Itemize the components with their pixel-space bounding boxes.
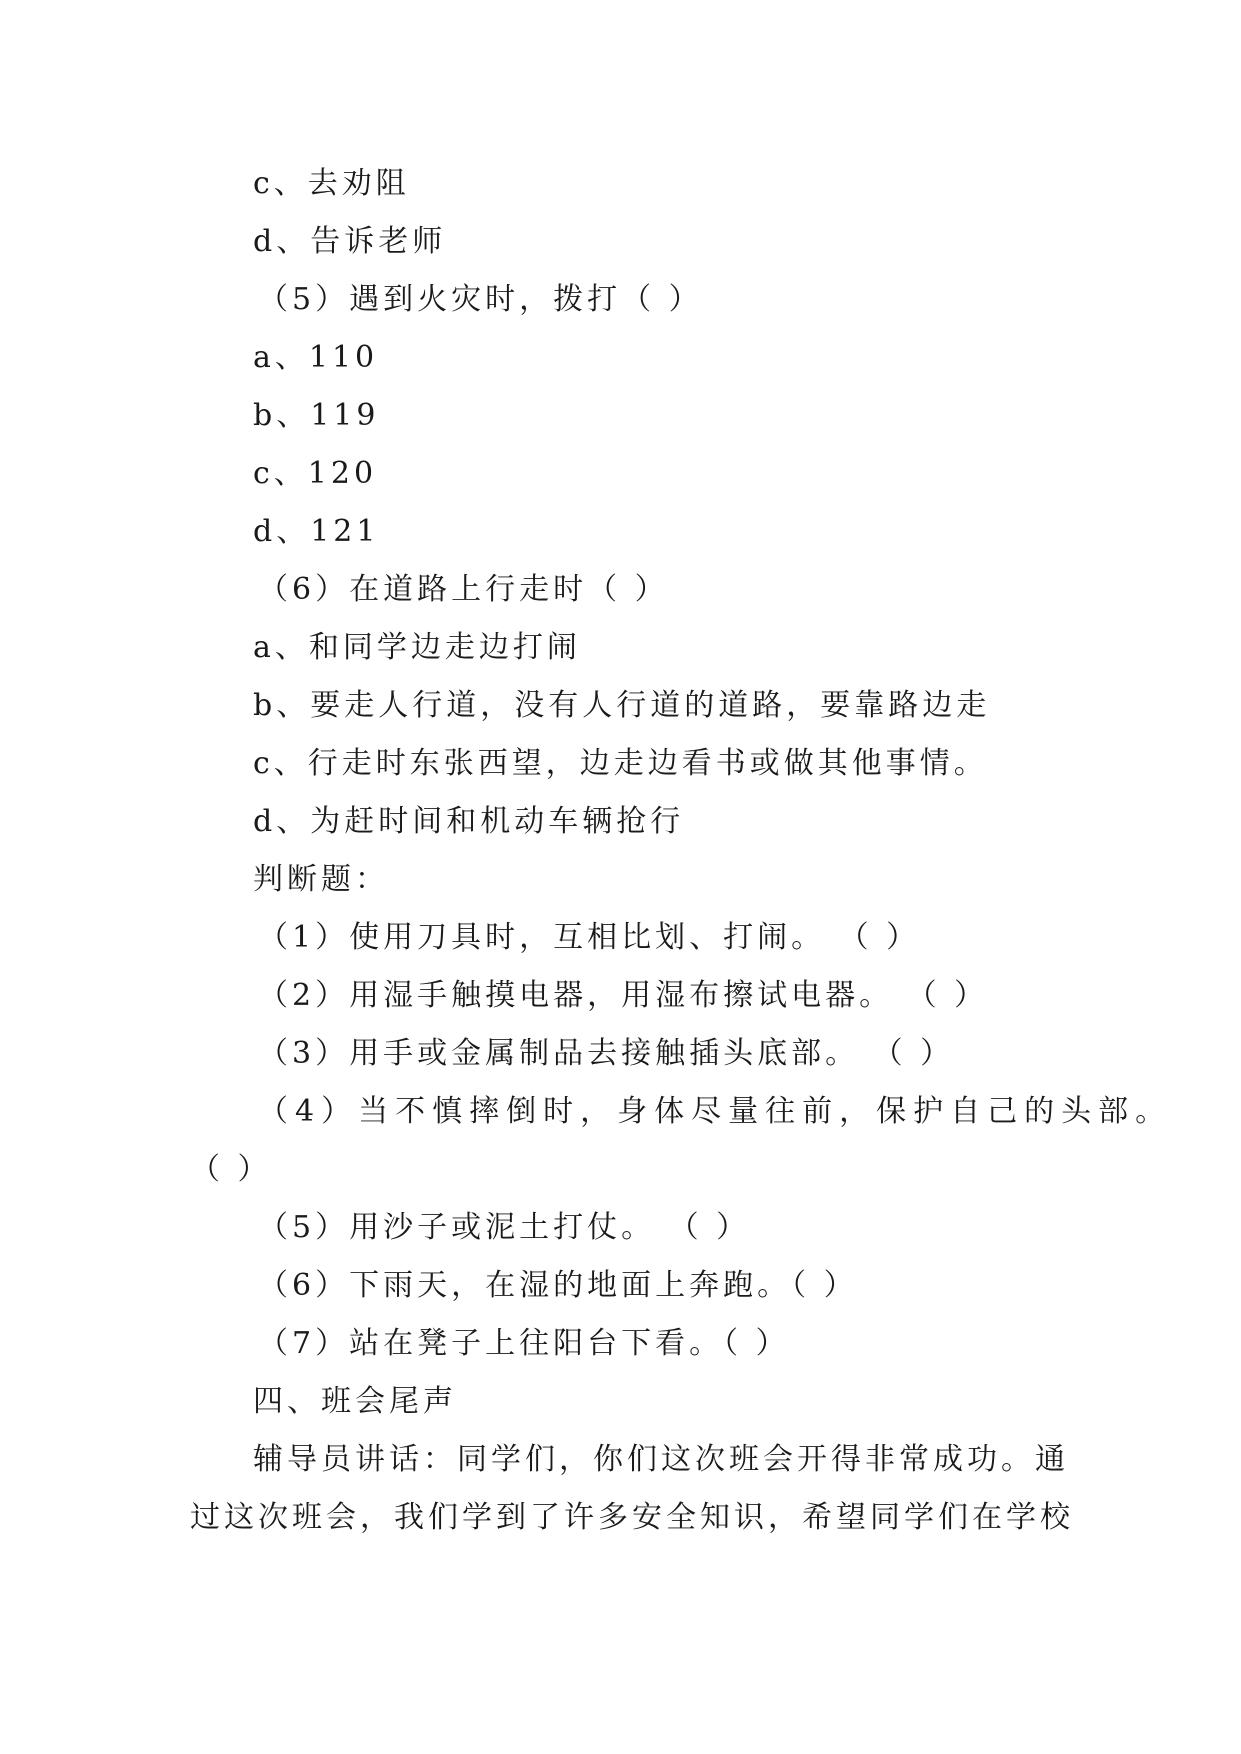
section-heading: 判断题： (253, 862, 389, 897)
paragraph-line: 辅导员讲话：同学们，你们这次班会开得非常成功。通 (253, 1442, 1069, 1477)
option-line: a、110 (253, 340, 379, 375)
judgment-item: （4）当不慎摔倒时，身体尽量往前，保护自己的头部。 (258, 1094, 1173, 1129)
option-line: d、告诉老师 (253, 224, 447, 259)
option-line: d、121 (253, 514, 380, 549)
judgment-item: （2）用湿手触摸电器，用湿布擦试电器。 （ ） (258, 978, 989, 1013)
option-line: c、行走时东张西望，边走边看书或做其他事情。 (253, 746, 988, 781)
judgment-item: （7）站在凳子上往阳台下看。（ ） (258, 1326, 790, 1361)
option-line: d、为赶时间和机动车辆抢行 (253, 804, 685, 839)
question-line: （5）遇到火灾时，拨打（ ） (258, 282, 703, 317)
paragraph-line: 过这次班会，我们学到了许多安全知识，希望同学们在学校 (190, 1500, 1074, 1535)
question-line: （6）在道路上行走时（ ） (258, 572, 669, 607)
option-line: b、要走人行道，没有人行道的道路，要靠路边走 (253, 688, 991, 723)
judgment-item: （6）下雨天，在湿的地面上奔跑。（ ） (258, 1268, 858, 1303)
judgment-item-continued: （ ） (190, 1152, 272, 1187)
option-line: a、和同学边走边打闹 (253, 630, 581, 665)
judgment-item: （3）用手或金属制品去接触插头底部。 （ ） (258, 1036, 955, 1071)
option-line: b、119 (253, 398, 380, 433)
option-line: c、去劝阻 (253, 166, 410, 201)
judgment-item: （1）使用刀具时，互相比划、打闹。 （ ） (258, 920, 921, 955)
option-line: c、120 (253, 456, 378, 491)
judgment-item: （5）用沙子或泥土打仗。 （ ） (258, 1210, 751, 1245)
section-heading: 四、班会尾声 (253, 1384, 457, 1419)
